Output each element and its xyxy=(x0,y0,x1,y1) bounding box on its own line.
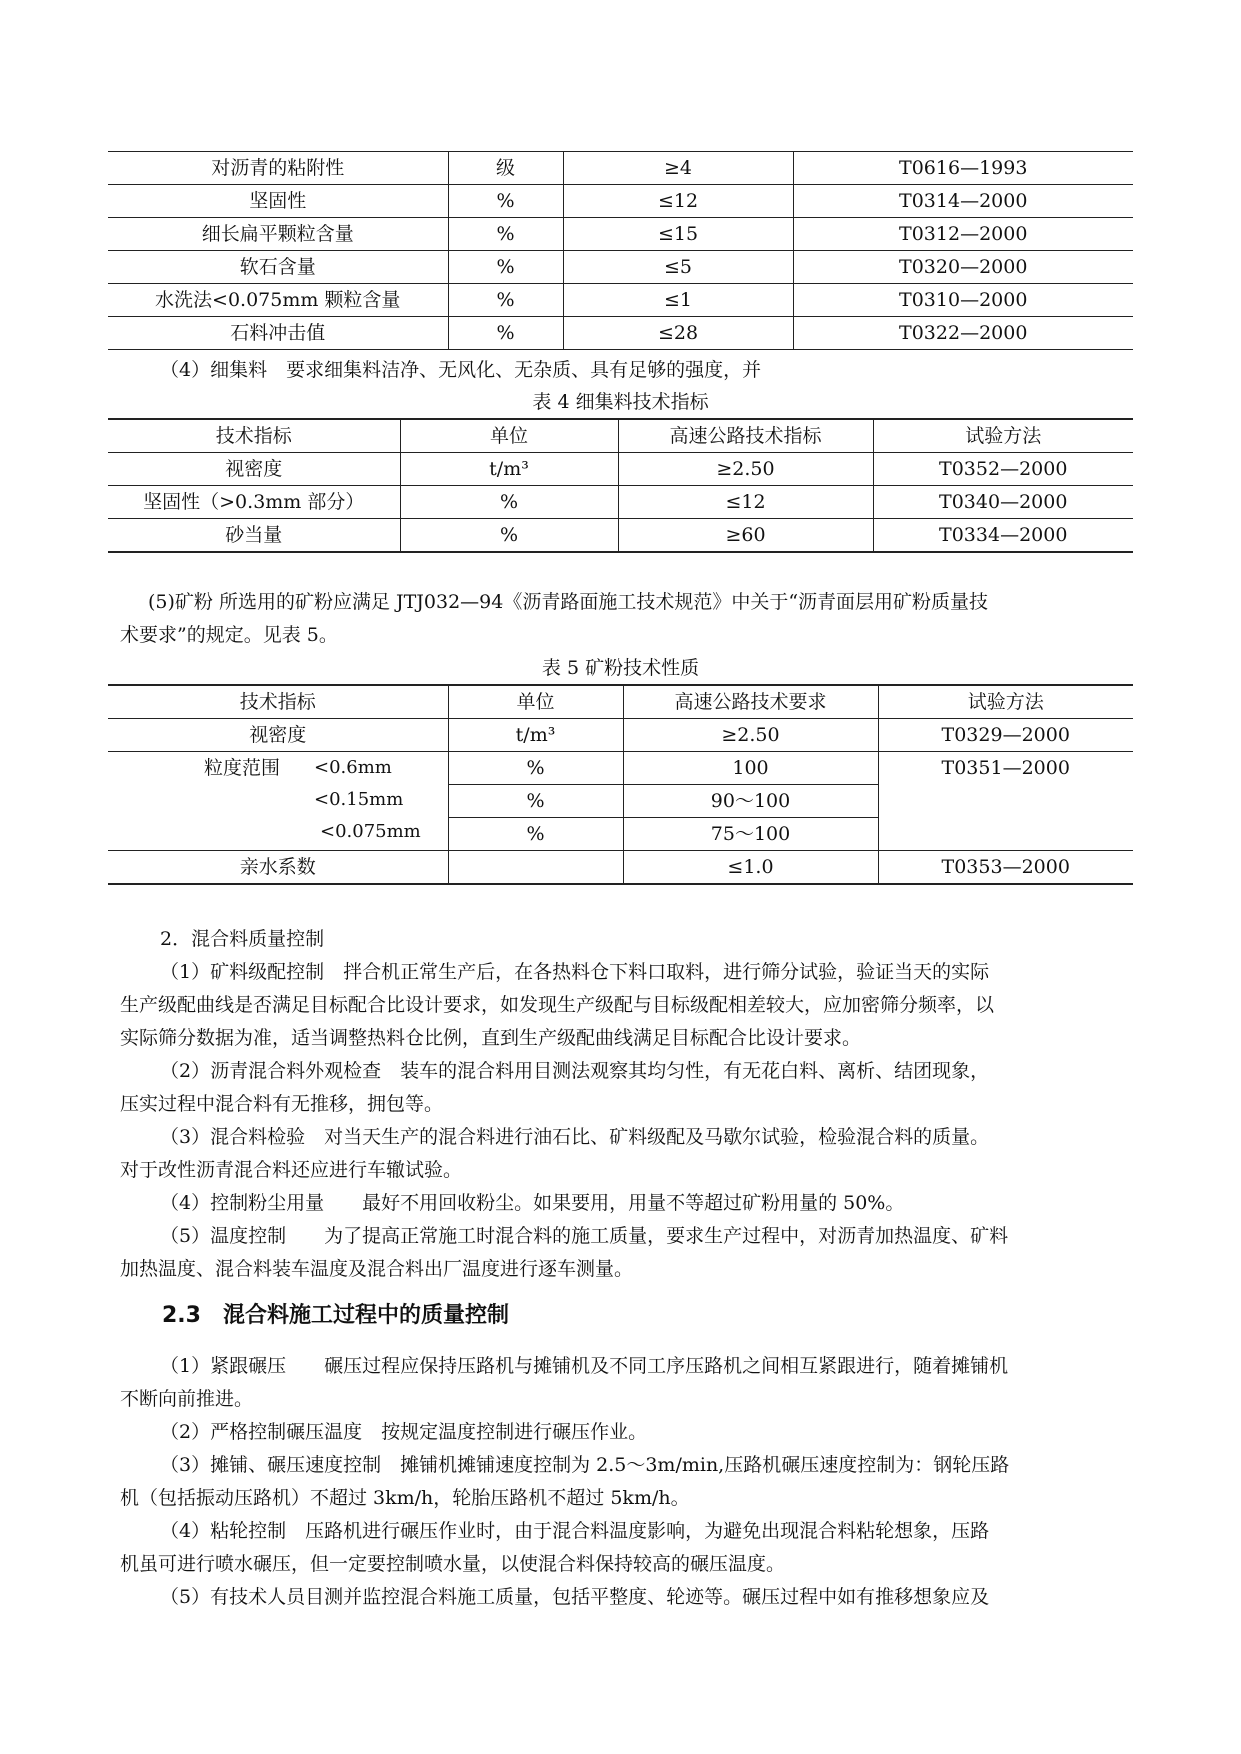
table-cell: t/m³ xyxy=(448,719,623,752)
table-cell: T0312—2000 xyxy=(793,218,1133,251)
paragraph-line: 加热温度、混合料装车温度及混合料出厂温度进行逐车测量。 xyxy=(120,1258,634,1280)
table-cell: T0314—2000 xyxy=(793,185,1133,218)
table-cell: T0353—2000 xyxy=(878,851,1133,885)
table-cell: T0329—2000 xyxy=(878,719,1133,752)
coarse-aggregate-table xyxy=(108,151,1133,350)
table-cell: % xyxy=(448,185,563,218)
paragraph-line: （3）混合料检验 对当天生产的混合料进行油石比、矿料级配及马歇尔试验，检验混合料的质量。 xyxy=(160,1126,990,1148)
table-cell: T0616—1993 xyxy=(793,152,1133,185)
sieve-size: <0.075mm xyxy=(320,821,421,842)
paragraph-line: 实际筛分数据为准，适当调整热料仓比例，直到生产级配曲线满足目标配合比设计要求。 xyxy=(120,1027,862,1049)
table-cell: T0334—2000 xyxy=(873,519,1133,553)
table-cell: 水洗法<0.075mm 颗粒含量 xyxy=(108,284,448,317)
table-cell: ≤12 xyxy=(563,185,793,218)
table-cell: ≤1.0 xyxy=(623,851,878,885)
mineral-powder-table xyxy=(108,684,1133,885)
mineral-powder-paragraph-line1: (5)矿粉 所选用的矿粉应满足 JTJ032—94《沥青路面施工技术规范》中关于“沥青面层用矿粉质量技 xyxy=(148,591,989,613)
table-cell: ≤12 xyxy=(618,486,873,519)
table-cell: T0340—2000 xyxy=(873,486,1133,519)
table-cell: ≥2.50 xyxy=(618,453,873,486)
table-cell: t/m³ xyxy=(400,453,618,486)
table4-caption: 表 4 细集料技术指标 xyxy=(532,391,709,413)
paragraph-line: （1）紧跟碾压 碾压过程应保持压路机与摊铺机及不同工序压路机之间相互紧跟进行，随着摊铺机 xyxy=(160,1355,1009,1377)
table-cell: T0322—2000 xyxy=(793,317,1133,350)
table-cell: 软石含量 xyxy=(108,251,448,284)
column-header: 试验方法 xyxy=(873,419,1133,453)
table-row xyxy=(108,185,1133,218)
table-cell: ≥2.50 xyxy=(623,719,878,752)
table-row xyxy=(108,251,1133,284)
table-cell: T0351—2000 xyxy=(878,752,1133,851)
table-cell: T0310—2000 xyxy=(793,284,1133,317)
table-cell: 石料冲击值 xyxy=(108,317,448,350)
table-row xyxy=(108,152,1133,185)
table-cell: 级 xyxy=(448,152,563,185)
column-header: 高速公路技术要求 xyxy=(623,685,878,719)
paragraph-line: （5）有技术人员目测并监控混合料施工质量，包括平整度、轮迹等。碾压过程中如有推移想象应及 xyxy=(160,1586,990,1608)
table-row xyxy=(108,752,1133,785)
paragraph-line: 机（包括振动压路机）不超过 3km/h，轮胎压路机不超过 5km/h。 xyxy=(120,1487,690,1509)
mix-quality-heading: 2．混合料质量控制 xyxy=(160,928,325,950)
table-cell: ≤28 xyxy=(563,317,793,350)
column-header: 单位 xyxy=(448,685,623,719)
table-row xyxy=(108,218,1133,251)
column-header: 技术指标 xyxy=(108,685,448,719)
table-cell: % xyxy=(400,519,618,553)
table-cell: 对沥青的粘附性 xyxy=(108,152,448,185)
paragraph-line: （2）沥青混合料外观检查 装车的混合料用目测法观察其均匀性，有无花白料、离析、结团现象， xyxy=(160,1060,990,1082)
table-cell: 坚固性 xyxy=(108,185,448,218)
table-cell: % xyxy=(448,317,563,350)
table-row xyxy=(108,486,1133,519)
particle-range-cell xyxy=(108,752,448,851)
table-cell: ≥60 xyxy=(618,519,873,553)
paragraph-line: （2）严格控制碾压温度 按规定温度控制进行碾压作业。 xyxy=(160,1421,648,1443)
table-cell: % xyxy=(448,218,563,251)
particle-range-label: 粒度范围 xyxy=(204,757,281,779)
table-row xyxy=(108,284,1133,317)
paragraph-line: 对于改性沥青混合料还应进行车辙试验。 xyxy=(120,1159,463,1181)
column-header: 试验方法 xyxy=(878,685,1133,719)
table-header-row xyxy=(108,685,1133,719)
table-cell: 细长扁平颗粒含量 xyxy=(108,218,448,251)
sieve-size: <0.15mm xyxy=(314,789,404,810)
column-header: 高速公路技术指标 xyxy=(618,419,873,453)
table-cell: T0352—2000 xyxy=(873,453,1133,486)
table-cell: ≤15 xyxy=(563,218,793,251)
table-cell: % xyxy=(448,251,563,284)
column-header: 技术指标 xyxy=(108,419,400,453)
table-cell: 砂当量 xyxy=(108,519,400,553)
fine-aggregate-table xyxy=(108,418,1133,553)
table-cell: 90～100 xyxy=(623,785,878,818)
paragraph-line: 压实过程中混合料有无推移，拥包等。 xyxy=(120,1093,444,1115)
table-cell: 亲水系数 xyxy=(108,851,448,885)
paragraph-line: 生产级配曲线是否满足目标配合比设计要求，如发现生产级配与目标级配相差较大，应加密筛分频率，以 xyxy=(120,994,995,1016)
table-cell: 100 xyxy=(623,752,878,785)
paragraph-line: （5）温度控制 为了提高正常施工时混合料的施工质量，要求生产过程中，对沥青加热温度、矿料 xyxy=(160,1225,1009,1247)
paragraph-line: 不断向前推进。 xyxy=(120,1388,254,1410)
table-row xyxy=(108,317,1133,350)
table-row xyxy=(108,851,1133,885)
table-cell: % xyxy=(400,486,618,519)
mineral-powder-paragraph-line2: 术要求”的规定。见表 5。 xyxy=(120,624,338,646)
table-row xyxy=(108,519,1133,553)
table-cell: % xyxy=(448,785,623,818)
paragraph-line: （1）矿料级配控制 拌合机正常生产后，在各热料仓下料口取料，进行筛分试验，验证当天的实际 xyxy=(160,961,990,983)
table-row xyxy=(108,719,1133,752)
table-cell: 视密度 xyxy=(108,453,400,486)
table5-caption: 表 5 矿粉技术性质 xyxy=(541,657,700,679)
table-cell: 75～100 xyxy=(623,818,878,851)
table-row xyxy=(108,453,1133,486)
table-cell: 坚固性（>0.3mm 部分） xyxy=(108,486,400,519)
section-heading: 2.3 混合料施工过程中的质量控制 xyxy=(162,1303,509,1328)
table-cell: ≥4 xyxy=(563,152,793,185)
fine-aggregate-paragraph: （4）细集料 要求细集料洁净、无风化、无杂质、具有足够的强度，并 xyxy=(160,359,762,381)
sieve-size: <0.6mm xyxy=(314,757,392,778)
table-cell: % xyxy=(448,818,623,851)
table-header-row xyxy=(108,419,1133,453)
table-cell: 视密度 xyxy=(108,719,448,752)
table-cell: % xyxy=(448,284,563,317)
table-cell: T0320—2000 xyxy=(793,251,1133,284)
table-cell: ≤5 xyxy=(563,251,793,284)
paragraph-line: （4）控制粉尘用量 最好不用回收粉尘。如果要用，用量不等超过矿粉用量的 50%。 xyxy=(160,1192,905,1214)
column-header: 单位 xyxy=(400,419,618,453)
table-cell xyxy=(448,851,623,885)
paragraph-line: （4）粘轮控制 压路机进行碾压作业时，由于混合料温度影响，为避免出现混合料粘轮想象，压路 xyxy=(160,1520,990,1542)
table-cell: % xyxy=(448,752,623,785)
table-cell: ≤1 xyxy=(563,284,793,317)
paragraph-line: （3）摊铺、碾压速度控制 摊铺机摊铺速度控制为 2.5～3m/min,压路机碾压速度控制为：钢轮压路 xyxy=(160,1454,1010,1476)
paragraph-line: 机虽可进行喷水碾压，但一定要控制喷水量，以使混合料保持较高的碾压温度。 xyxy=(120,1553,786,1575)
